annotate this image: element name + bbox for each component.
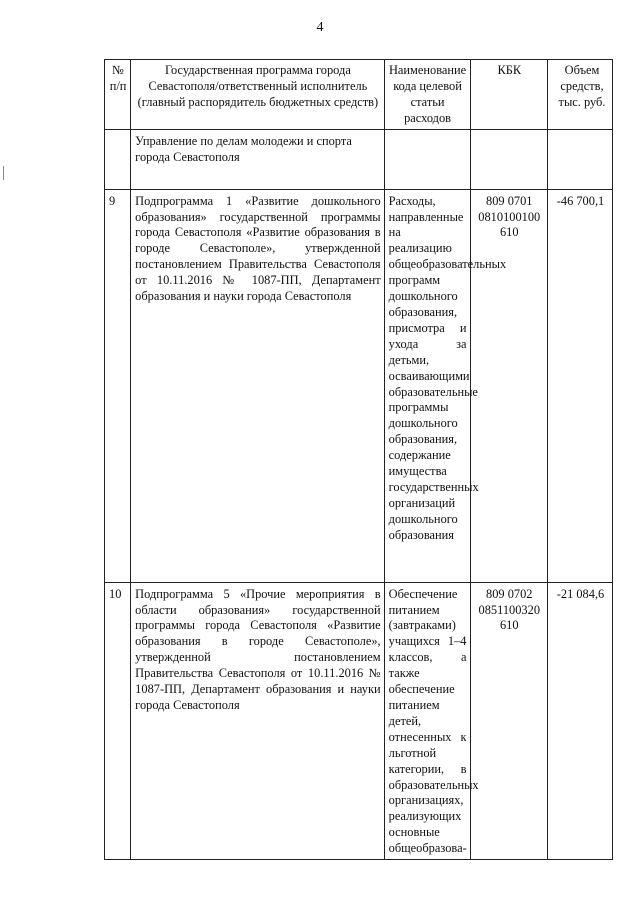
row-program: Подпрограмма 5 «Прочие мероприятия в области образования» государственной программы города Севастополя «Развитие образования в городе Севастополе», утвержденной постановлением Правительства Севастополя от 10.11.2016 № 1087-ПП, Департамент образования и науки города Севастополя bbox=[131, 582, 384, 859]
budget-table bbox=[104, 59, 613, 860]
row-kbk bbox=[470, 189, 548, 582]
row-amount: -21 084,6 bbox=[548, 582, 613, 859]
kbk-line: 0851100320 bbox=[478, 602, 541, 617]
row-program: Подпрограмма 1 «Развитие дошкольного образования» государственной программы города Севастополя «Развитие образования в городе Севастополе», утвержденной постановлением Правительства Севастополя от 10.11.2016 № 1087-ПП, Департамент образования и науки города Севастополя bbox=[131, 189, 384, 582]
margin-mark bbox=[3, 166, 4, 180]
section-row bbox=[105, 129, 613, 189]
table-row bbox=[105, 189, 613, 582]
section-num-cell bbox=[105, 129, 131, 189]
kbk-line: 610 bbox=[499, 618, 519, 633]
kbk-line: 0810100100 bbox=[478, 209, 541, 224]
row-kbk bbox=[470, 582, 548, 859]
section-kbk-cell bbox=[470, 129, 548, 189]
header-program: Государственная программа города Севастополя/ответственный исполнитель (главный распорядитель бюджетных средств) bbox=[131, 60, 384, 130]
section-name-cell bbox=[384, 129, 470, 189]
kbk-line: 610 bbox=[499, 225, 519, 240]
header-name: Наименование кода целевой статьи расходов bbox=[384, 60, 470, 130]
section-amount-cell bbox=[548, 129, 613, 189]
row-num: 10 bbox=[105, 582, 131, 859]
row-amount: -46 700,1 bbox=[548, 189, 613, 582]
kbk-line: 809 0702 bbox=[486, 586, 533, 601]
row-name: Расходы, направленные на реализацию общеобразовательных программ дошкольного образования, присмотра и ухода за детьми, осваивающими образовательные программы дошкольного образования, содержание имущества государственных организаций дошкольного образования bbox=[384, 189, 470, 582]
kbk-line: 809 0701 bbox=[486, 193, 533, 208]
row-num: 9 bbox=[105, 189, 131, 582]
header-num: № п/п bbox=[105, 60, 131, 130]
page-number: 4 bbox=[316, 20, 324, 35]
header-kbk: КБК bbox=[470, 60, 548, 130]
section-title: Управление по делам молодежи и спорта города Севастополя bbox=[131, 129, 384, 189]
header-amount: Объем средств, тыс. руб. bbox=[548, 60, 613, 130]
row-name: Обеспечение питанием (завтраками) учащихся 1–4 классов, а также обеспечение питанием детей, отнесенных к льготной категории, в образовательных организациях, реализующих основные общеобразова- bbox=[384, 582, 470, 859]
table-header-row bbox=[105, 60, 613, 130]
table-row bbox=[105, 582, 613, 859]
